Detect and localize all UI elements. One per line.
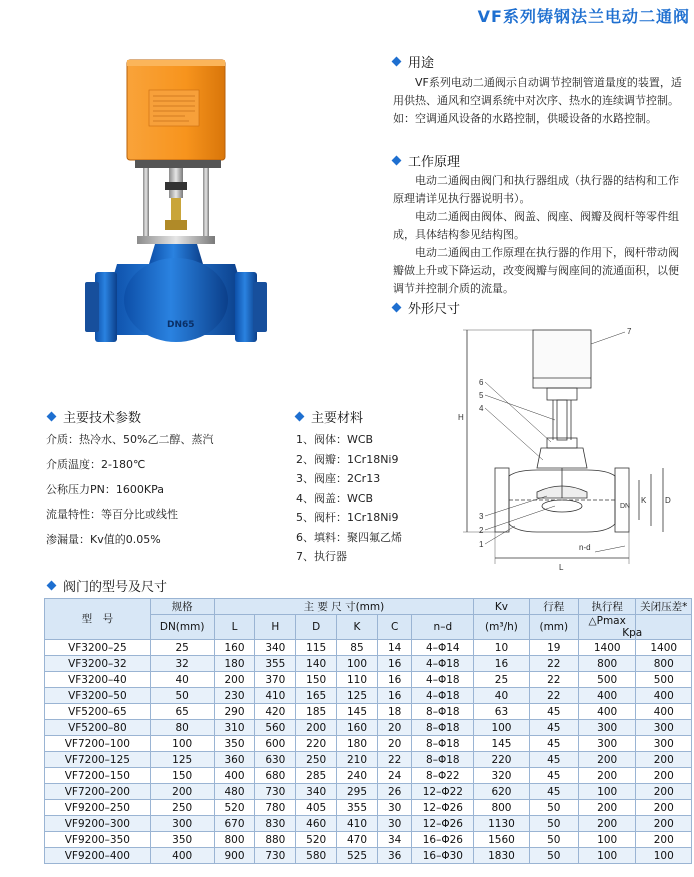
- table-cell: 45: [529, 720, 578, 736]
- table-cell: 165: [296, 688, 337, 704]
- tech-heading: 主要技术参数: [48, 407, 141, 426]
- table-cell: 16: [377, 672, 412, 688]
- table-cell: 800: [214, 832, 255, 848]
- table-cell: 20: [377, 736, 412, 752]
- table-cell: VF7200–100: [45, 736, 151, 752]
- table-cell: 30: [377, 800, 412, 816]
- table-cell: 200: [578, 768, 636, 784]
- table-row: [45, 704, 692, 720]
- list-item: 5、阀杆：1Cr18Ni9: [296, 511, 399, 524]
- table-cell: 80: [150, 720, 214, 736]
- table-cell: 16–Φ26: [412, 832, 474, 848]
- table-cell: 420: [255, 704, 296, 720]
- table-cell: 16: [377, 688, 412, 704]
- table-cell: 50: [529, 800, 578, 816]
- usage-heading: 用途: [393, 52, 434, 71]
- table-cell: 45: [529, 784, 578, 800]
- header-dim: K: [337, 615, 378, 640]
- table-cell: 1830: [474, 848, 529, 864]
- table-cell: 405: [296, 800, 337, 816]
- principle-heading: 工作原理: [393, 151, 460, 170]
- table-cell: 300: [150, 816, 214, 832]
- table-cell: 780: [255, 800, 296, 816]
- drawing-dim-dn: DN: [620, 503, 631, 510]
- table-cell: 34: [377, 832, 412, 848]
- table-cell: 630: [255, 752, 296, 768]
- table-cell: 290: [214, 704, 255, 720]
- table-cell: 125: [337, 688, 378, 704]
- table-cell: 18: [377, 704, 412, 720]
- diamond-bullet-icon: [392, 303, 402, 313]
- header-stroke-unit: (mm): [529, 615, 578, 640]
- table-cell: 150: [150, 768, 214, 784]
- table-cell: 200: [214, 672, 255, 688]
- table-cell: 200: [636, 752, 692, 768]
- table-cell: 10: [474, 640, 529, 656]
- table-cell: 8–Φ22: [412, 768, 474, 784]
- drawing-dim-d: D: [665, 496, 671, 505]
- page-title: VF系列铸钢法兰电动二通阀: [477, 7, 690, 26]
- materials-list: [296, 430, 402, 567]
- table-cell: 85: [337, 640, 378, 656]
- diamond-bullet-icon: [295, 412, 305, 422]
- table-cell: 12–Φ26: [412, 800, 474, 816]
- table-cell: 580: [296, 848, 337, 864]
- table-cell: 1400: [636, 640, 692, 656]
- outline-heading: 外形尺寸: [393, 298, 460, 317]
- table-cell: 110: [337, 672, 378, 688]
- table-cell: 16: [377, 656, 412, 672]
- table-cell: VF3200–50: [45, 688, 151, 704]
- table-row: [45, 736, 692, 752]
- table-cell: 400: [636, 704, 692, 720]
- table-row: [45, 848, 692, 864]
- table-row: [45, 832, 692, 848]
- usage-text: VF系列电动二通阀示自动调节控制管道量度的装置，适用供热、通风和空调系统中对次序、热水的连续调节控制。如：空调通风设备的水路控制，供暖设备的水路控制。: [393, 76, 682, 125]
- table-cell: 160: [337, 720, 378, 736]
- list-item: 4、阀盖：WCB: [296, 491, 374, 505]
- table-cell: 24: [377, 768, 412, 784]
- table-cell: VF9200–250: [45, 800, 151, 816]
- drawing-dim-l: L: [559, 563, 564, 572]
- table-cell: 200: [578, 752, 636, 768]
- table-cell: 240: [337, 768, 378, 784]
- table-cell: 25: [150, 640, 214, 656]
- table-cell: 200: [636, 800, 692, 816]
- table-cell: VF9200–300: [45, 816, 151, 832]
- table-cell: 180: [214, 656, 255, 672]
- table-row: [45, 768, 692, 784]
- table-cell: 100: [578, 784, 636, 800]
- table-cell: 355: [255, 656, 296, 672]
- table-cell: 200: [578, 816, 636, 832]
- list-item: 介质温度：2-180℃: [46, 458, 146, 471]
- drawing-label-6: 6: [479, 378, 484, 387]
- table-cell: 36: [377, 848, 412, 864]
- list-item: 介质：热冷水、50%乙二醇、蒸汽: [46, 433, 214, 446]
- table-cell: 600: [255, 736, 296, 752]
- header-close-blank: [636, 615, 692, 640]
- table-cell: 200: [296, 720, 337, 736]
- diamond-bullet-icon: [47, 412, 57, 422]
- table-cell: 100: [150, 736, 214, 752]
- table-cell: 100: [337, 656, 378, 672]
- table-cell: 145: [474, 736, 529, 752]
- table-cell: 355: [337, 800, 378, 816]
- valve-photo: [85, 50, 285, 390]
- table-cell: 400: [636, 688, 692, 704]
- table-cell: 45: [529, 736, 578, 752]
- table-cell: 220: [296, 736, 337, 752]
- table-cell: VF5200–80: [45, 720, 151, 736]
- table-cell: 45: [529, 704, 578, 720]
- table-cell: 800: [636, 656, 692, 672]
- table-cell: 340: [296, 784, 337, 800]
- table-cell: 145: [337, 704, 378, 720]
- header-dim: C: [377, 615, 412, 640]
- table-cell: 800: [474, 800, 529, 816]
- table-cell: 45: [529, 768, 578, 784]
- table-cell: 730: [255, 784, 296, 800]
- table-cell: 500: [578, 672, 636, 688]
- table-cell: 160: [214, 640, 255, 656]
- table-cell: 300: [636, 736, 692, 752]
- table-cell: 480: [214, 784, 255, 800]
- table-cell: 200: [636, 768, 692, 784]
- list-item: 1、阀体：WCB: [296, 433, 374, 446]
- table-cell: 200: [636, 784, 692, 800]
- table-cell: 250: [150, 800, 214, 816]
- table-cell: 1400: [578, 640, 636, 656]
- table-cell: 40: [474, 688, 529, 704]
- table-cell: 200: [150, 784, 214, 800]
- table-cell: 300: [636, 720, 692, 736]
- header-spec: 规格: [150, 599, 214, 615]
- table-cell: 500: [636, 672, 692, 688]
- header-dim: H: [255, 615, 296, 640]
- table-cell: 370: [255, 672, 296, 688]
- table-cell: VF3200–25: [45, 640, 151, 656]
- table-cell: 50: [529, 848, 578, 864]
- drawing-label-2: 2: [479, 526, 484, 535]
- table-cell: 200: [636, 816, 692, 832]
- table-cell: 16: [474, 656, 529, 672]
- list-item: 公称压力PN：1600KPa: [46, 483, 164, 496]
- table-cell: 1130: [474, 816, 529, 832]
- table-row: [45, 752, 692, 768]
- table-cell: 470: [337, 832, 378, 848]
- table-cell: 8–Φ18: [412, 736, 474, 752]
- table-cell: 220: [474, 752, 529, 768]
- table-cell: 8–Φ18: [412, 752, 474, 768]
- table-cell: 800: [578, 656, 636, 672]
- table-cell: 520: [214, 800, 255, 816]
- table-cell: 410: [337, 816, 378, 832]
- header-range: 执行程: [578, 599, 636, 615]
- table-cell: VF7200–125: [45, 752, 151, 768]
- table-cell: 250: [296, 752, 337, 768]
- table-cell: VF7200–150: [45, 768, 151, 784]
- table-cell: 410: [255, 688, 296, 704]
- dimension-drawing: [455, 320, 685, 580]
- valve-body-label: DN65: [167, 320, 195, 330]
- table-cell: 4–Φ18: [412, 672, 474, 688]
- list-item: 6、填料：聚四氟乙烯: [296, 530, 402, 544]
- table-cell: 310: [214, 720, 255, 736]
- header-close: 关闭压差*: [636, 599, 692, 615]
- table-cell: VF9200–400: [45, 848, 151, 864]
- principle-text: 电动二通阀由阀门和执行器组成（执行器的结构和工作原理请详见执行器说明书）。 电动二通阀由阀体、阀盖、阀座、阀瓣及阀杆等零件组成，具体结构参见结构图。 电动二通阀由工作原理在执行器的作用下，阀杆带动阀瓣做上升或下降运动，改变阀瓣与阀座间的流通面积，以便调节并控制介质的流量。: [393, 174, 679, 295]
- table-cell: VF7200–200: [45, 784, 151, 800]
- header-main-dims: 主 要 尺 寸(mm): [214, 599, 474, 615]
- table-cell: 400: [214, 768, 255, 784]
- table-cell: 200: [578, 800, 636, 816]
- header-model: 型 号: [45, 599, 151, 640]
- table-cell: 50: [529, 832, 578, 848]
- table-cell: 8–Φ18: [412, 720, 474, 736]
- table-cell: 22: [529, 688, 578, 704]
- table-cell: 4–Φ18: [412, 688, 474, 704]
- table-cell: 20: [377, 720, 412, 736]
- table-cell: 40: [150, 672, 214, 688]
- drawing-label-3: 3: [479, 512, 484, 521]
- table-cell: 65: [150, 704, 214, 720]
- table-cell: 560: [255, 720, 296, 736]
- table-cell: 140: [296, 656, 337, 672]
- table-cell: 12–Φ26: [412, 816, 474, 832]
- table-cell: 45: [529, 752, 578, 768]
- table-cell: 22: [377, 752, 412, 768]
- table-cell: 880: [255, 832, 296, 848]
- table-cell: 520: [296, 832, 337, 848]
- table-row: [45, 784, 692, 800]
- table-cell: 100: [636, 848, 692, 864]
- table-cell: 14: [377, 640, 412, 656]
- table-cell: 400: [578, 704, 636, 720]
- table-cell: 100: [578, 848, 636, 864]
- table-cell: VF9200–350: [45, 832, 151, 848]
- table-cell: 460: [296, 816, 337, 832]
- header-kv-unit: (m³/h): [474, 615, 529, 640]
- header-range-unit: △Pmax Kpa: [578, 615, 636, 640]
- header-spec-unit: DN(mm): [150, 615, 214, 640]
- table-cell: 100: [474, 720, 529, 736]
- table-cell: 8–Φ18: [412, 704, 474, 720]
- actuator-nameplate: [149, 90, 199, 126]
- list-item: 7、执行器: [296, 550, 347, 563]
- drawing-label-1: 1: [479, 540, 484, 549]
- table-cell: 50: [529, 816, 578, 832]
- table-cell: 4–Φ18: [412, 656, 474, 672]
- table-row: [45, 800, 692, 816]
- table-cell: 1560: [474, 832, 529, 848]
- list-item: 2、阀瓣：1Cr18Ni9: [296, 452, 399, 466]
- table-cell: 730: [255, 848, 296, 864]
- table-cell: 100: [578, 832, 636, 848]
- materials-heading: 主要材料: [296, 407, 363, 426]
- drawing-label-7: 7: [627, 327, 632, 336]
- table-cell: VF3200–32: [45, 656, 151, 672]
- header-stroke: 行程: [529, 599, 578, 615]
- list-item: 3、阀座：2Cr13: [296, 472, 381, 485]
- table-cell: 400: [150, 848, 214, 864]
- drawing-dim-h: H: [458, 413, 464, 422]
- table-cell: 185: [296, 704, 337, 720]
- table-cell: 115: [296, 640, 337, 656]
- header-kpa: Kpa: [622, 627, 643, 639]
- drawing-label-4: 4: [479, 404, 484, 413]
- table-cell: 400: [578, 688, 636, 704]
- table-cell: 210: [337, 752, 378, 768]
- table-cell: 30: [377, 816, 412, 832]
- table-cell: 300: [578, 736, 636, 752]
- table-cell: 26: [377, 784, 412, 800]
- drawing-dim-k: K: [641, 496, 647, 505]
- table-cell: VF5200–65: [45, 704, 151, 720]
- table-cell: 900: [214, 848, 255, 864]
- table-cell: 12–Φ22: [412, 784, 474, 800]
- table-cell: 525: [337, 848, 378, 864]
- table-cell: 200: [636, 832, 692, 848]
- table-cell: VF3200–40: [45, 672, 151, 688]
- table-row: [45, 720, 692, 736]
- table-row: [45, 656, 692, 672]
- table-cell: 63: [474, 704, 529, 720]
- table-heading: 阀门的型号及尺寸: [48, 576, 167, 595]
- list-item: 流量特性：等百分比或线性: [46, 508, 178, 521]
- table-cell: 125: [150, 752, 214, 768]
- table-cell: 360: [214, 752, 255, 768]
- tech-list: [46, 427, 213, 552]
- table-cell: 620: [474, 784, 529, 800]
- table-cell: 32: [150, 656, 214, 672]
- table-cell: 19: [529, 640, 578, 656]
- table-cell: 340: [255, 640, 296, 656]
- table-cell: 150: [296, 672, 337, 688]
- table-cell: 230: [214, 688, 255, 704]
- table-cell: 670: [214, 816, 255, 832]
- diamond-bullet-icon: [392, 156, 402, 166]
- table-cell: 180: [337, 736, 378, 752]
- table-row: [45, 688, 692, 704]
- header-kv: Kv: [474, 599, 529, 615]
- table-cell: 350: [214, 736, 255, 752]
- drawing-label-5: 5: [479, 391, 484, 400]
- table-row: [45, 816, 692, 832]
- table-cell: 295: [337, 784, 378, 800]
- table-cell: 4–Φ14: [412, 640, 474, 656]
- list-item: 渗漏量：Kv值的0.05%: [46, 533, 161, 546]
- diamond-bullet-icon: [392, 57, 402, 67]
- table-cell: 320: [474, 768, 529, 784]
- drawing-dim-nd: n-d: [579, 543, 591, 552]
- diamond-bullet-icon: [47, 581, 57, 591]
- table-cell: 22: [529, 656, 578, 672]
- table-cell: 830: [255, 816, 296, 832]
- table-cell: 16–Φ30: [412, 848, 474, 864]
- header-dim: L: [214, 615, 255, 640]
- table-cell: 25: [474, 672, 529, 688]
- table-cell: 680: [255, 768, 296, 784]
- table-cell: 50: [150, 688, 214, 704]
- table-cell: 350: [150, 832, 214, 848]
- spec-table: [44, 598, 692, 864]
- table-row: [45, 672, 692, 688]
- table-row: [45, 640, 692, 656]
- table-cell: 300: [578, 720, 636, 736]
- table-cell: 22: [529, 672, 578, 688]
- header-dim: D: [296, 615, 337, 640]
- table-cell: 285: [296, 768, 337, 784]
- header-dim: n–d: [412, 615, 474, 640]
